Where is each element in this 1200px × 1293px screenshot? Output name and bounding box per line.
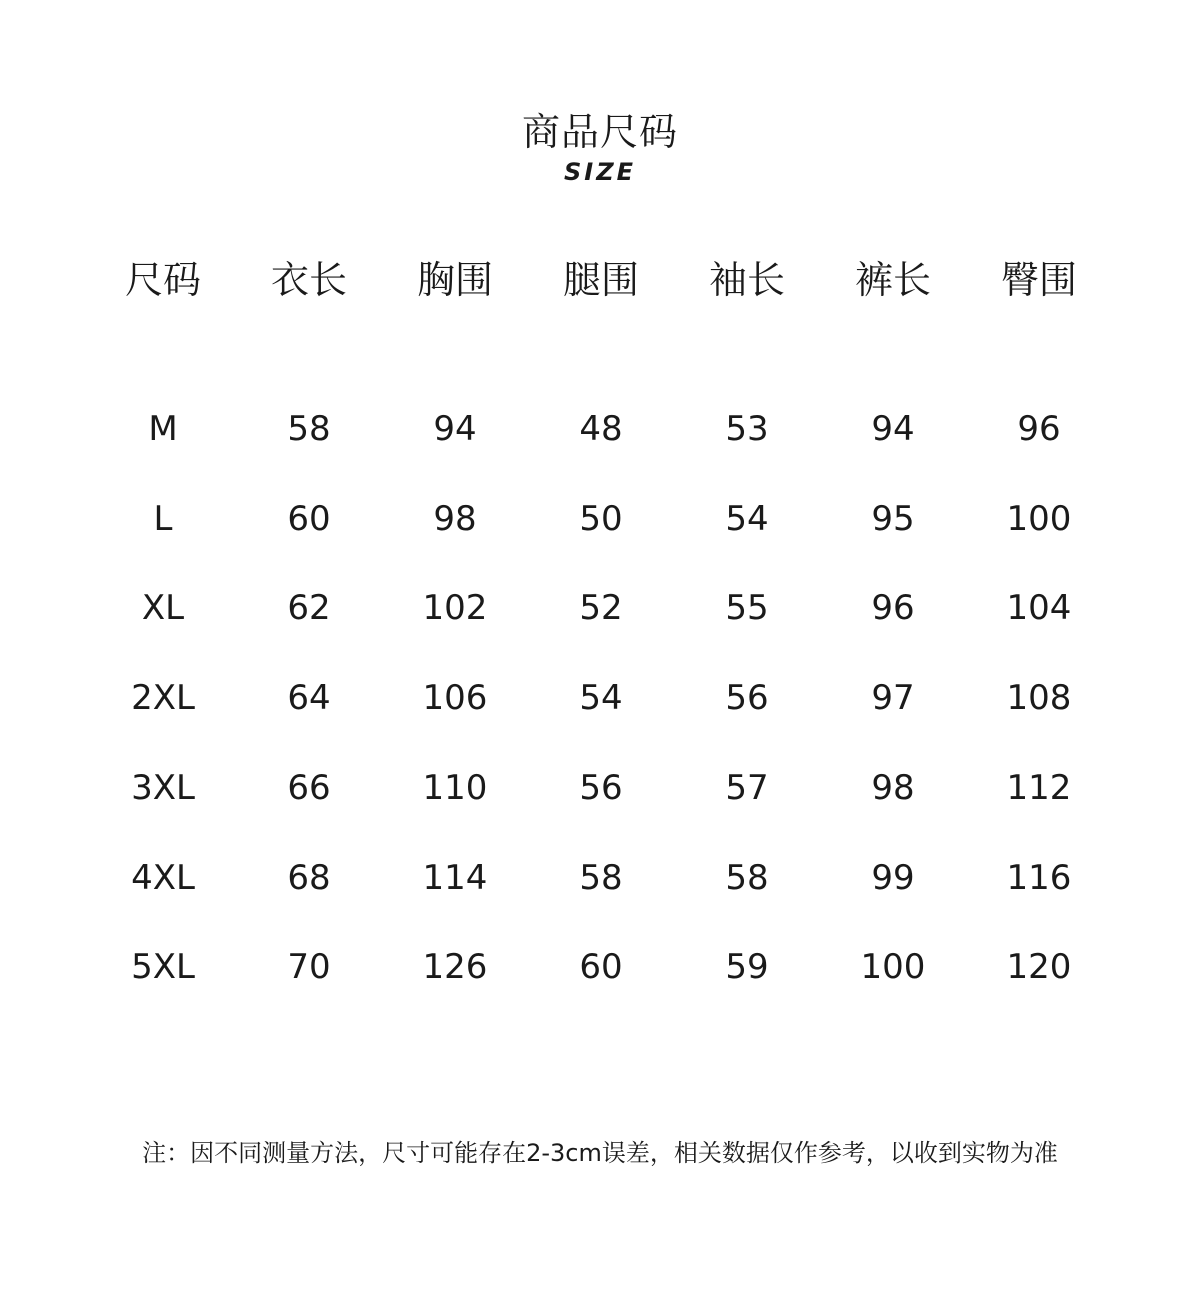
measurement-cell: 62 [287, 588, 331, 628]
measurement-cell: 120 [1006, 947, 1072, 987]
measurement-cell: 64 [287, 678, 331, 718]
column-header: 胸围 [416, 258, 493, 302]
measurement-cell: 59 [725, 947, 769, 987]
size-label: 4XL [131, 858, 195, 898]
measurement-cell: 54 [725, 499, 769, 539]
column-header: 腿围 [562, 258, 639, 302]
measurement-cell: 54 [579, 678, 623, 718]
measurement-cell: 60 [287, 499, 331, 539]
measurement-cell: 98 [871, 768, 915, 808]
measurement-cell: 106 [422, 678, 488, 718]
size-label: 5XL [131, 947, 195, 987]
measurement-cell: 50 [579, 499, 623, 539]
measurement-cell: 100 [1006, 499, 1072, 539]
measurement-cell: 96 [1017, 409, 1061, 449]
measurement-cell: 94 [871, 409, 915, 449]
measurement-cell: 70 [287, 947, 331, 987]
column-header: 袖长 [708, 258, 785, 302]
size-label: 2XL [131, 678, 195, 718]
measurement-cell: 58 [287, 409, 331, 449]
measurement-cell: 68 [287, 858, 331, 898]
measurement-cell: 97 [871, 678, 915, 718]
size-table [90, 0, 1110, 1293]
column-header: 裤长 [854, 258, 931, 302]
measurement-cell: 56 [579, 768, 623, 808]
measurement-cell: 48 [579, 409, 623, 449]
size-label: XL [141, 588, 185, 628]
measurement-cell: 94 [433, 409, 477, 449]
page-subtitle: SIZE [563, 158, 636, 186]
measurement-cell: 56 [725, 678, 769, 718]
column-header: 衣长 [270, 258, 347, 302]
measurement-cell: 104 [1006, 588, 1072, 628]
column-header: 尺码 [124, 258, 201, 302]
measurement-cell: 100 [860, 947, 926, 987]
page-title: 商品尺码 [521, 110, 678, 154]
measurement-cell: 126 [422, 947, 488, 987]
measurement-cell: 57 [725, 768, 769, 808]
measurement-cell: 95 [871, 499, 915, 539]
measurement-cell: 52 [579, 588, 623, 628]
measurement-cell: 116 [1006, 858, 1072, 898]
measurement-cell: 108 [1006, 678, 1072, 718]
measurement-cell: 53 [725, 409, 769, 449]
measurement-cell: 96 [871, 588, 915, 628]
measurement-cell: 66 [287, 768, 331, 808]
measurement-cell: 55 [725, 588, 769, 628]
measurement-note: 注：因不同测量方法，尺寸可能存在2-3cm误差，相关数据仅作参考，以收到实物为准 [142, 1139, 1058, 1167]
measurement-cell: 58 [579, 858, 623, 898]
measurement-cell: 99 [871, 858, 915, 898]
measurement-cell: 112 [1006, 768, 1072, 808]
measurement-cell: 58 [725, 858, 769, 898]
measurement-cell: 102 [422, 588, 488, 628]
measurement-cell: 110 [422, 768, 488, 808]
column-header: 臀围 [1000, 258, 1077, 302]
measurement-cell: 114 [422, 858, 488, 898]
size-label: M [148, 409, 178, 449]
size-label: 3XL [131, 768, 195, 808]
measurement-cell: 60 [579, 947, 623, 987]
measurement-cell: 98 [433, 499, 477, 539]
size-label: L [153, 499, 173, 539]
